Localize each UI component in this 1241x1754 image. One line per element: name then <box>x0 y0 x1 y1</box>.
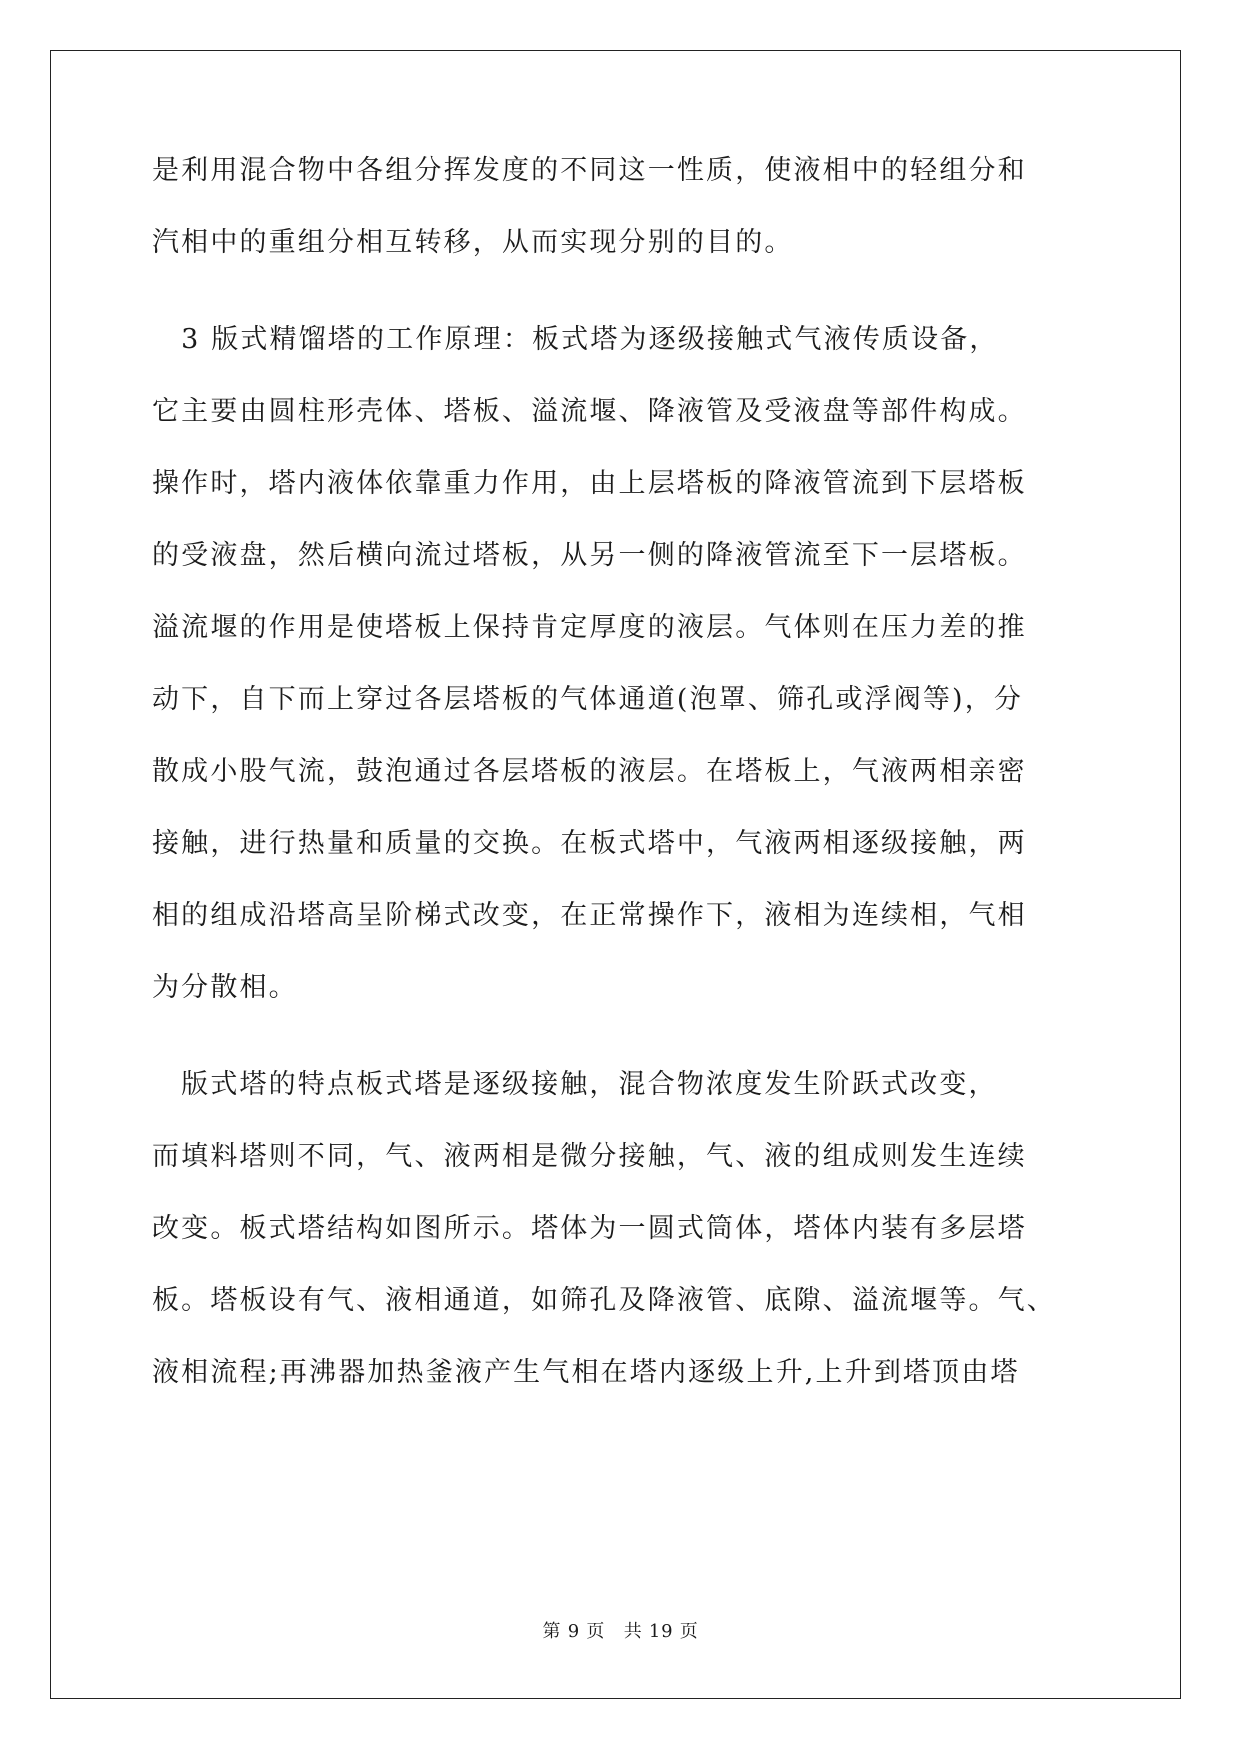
text-line: 板。塔板设有气、液相通道，如筛孔及降液管、底隙、溢流堰等。气、 <box>152 1285 1056 1316</box>
text-line: 操作时，塔内液体依靠重力作用，由上层塔板的降液管流到下层塔板 <box>152 468 1027 499</box>
text-line: 散成小股气流，鼓泡通过各层塔板的液层。在塔板上，气液两相亲密 <box>152 756 1027 787</box>
text-line: 汽相中的重组分相互转移，从而实现分别的目的。 <box>152 227 794 258</box>
text-line: 接触，进行热量和质量的交换。在板式塔中，气液两相逐级接触，两 <box>152 828 1027 859</box>
page-number: 第 9 页 共 19 页 <box>542 1621 699 1642</box>
text-line: 液相流程;再沸器加热釜液产生气相在塔内逐级上升,上升到塔顶由塔 <box>152 1357 1020 1388</box>
text-line: 而填料塔则不同，气、液两相是微分接触，气、液的组成则发生连续 <box>152 1141 1027 1172</box>
text-line: 动下，自下而上穿过各层塔板的气体通道(泡罩、筛孔或浮阀等)，分 <box>152 684 1024 715</box>
text-line: 改变。板式塔结构如图所示。塔体为一圆式筒体，塔体内装有多层塔 <box>152 1213 1027 1244</box>
text-line: 3 版式精馏塔的工作原理：板式塔为逐级接触式气液传质设备， <box>152 324 999 355</box>
page-border <box>50 50 1181 1699</box>
text-line: 溢流堰的作用是使塔板上保持肯定厚度的液层。气体则在压力差的推 <box>152 612 1027 643</box>
text-line: 的受液盘，然后横向流过塔板，从另一侧的降液管流至下一层塔板。 <box>152 540 1027 571</box>
text-line: 它主要由圆柱形壳体、塔板、溢流堰、降液管及受液盘等部件构成。 <box>152 396 1027 427</box>
text-line: 是利用混合物中各组分挥发度的不同这一性质，使液相中的轻组分和 <box>152 155 1027 186</box>
text-line: 为分散相。 <box>152 972 298 1003</box>
text-line: 相的组成沿塔高呈阶梯式改变，在正常操作下，液相为连续相，气相 <box>152 900 1027 931</box>
text-line: 版式塔的特点板式塔是逐级接触，混合物浓度发生阶跃式改变， <box>152 1069 998 1100</box>
